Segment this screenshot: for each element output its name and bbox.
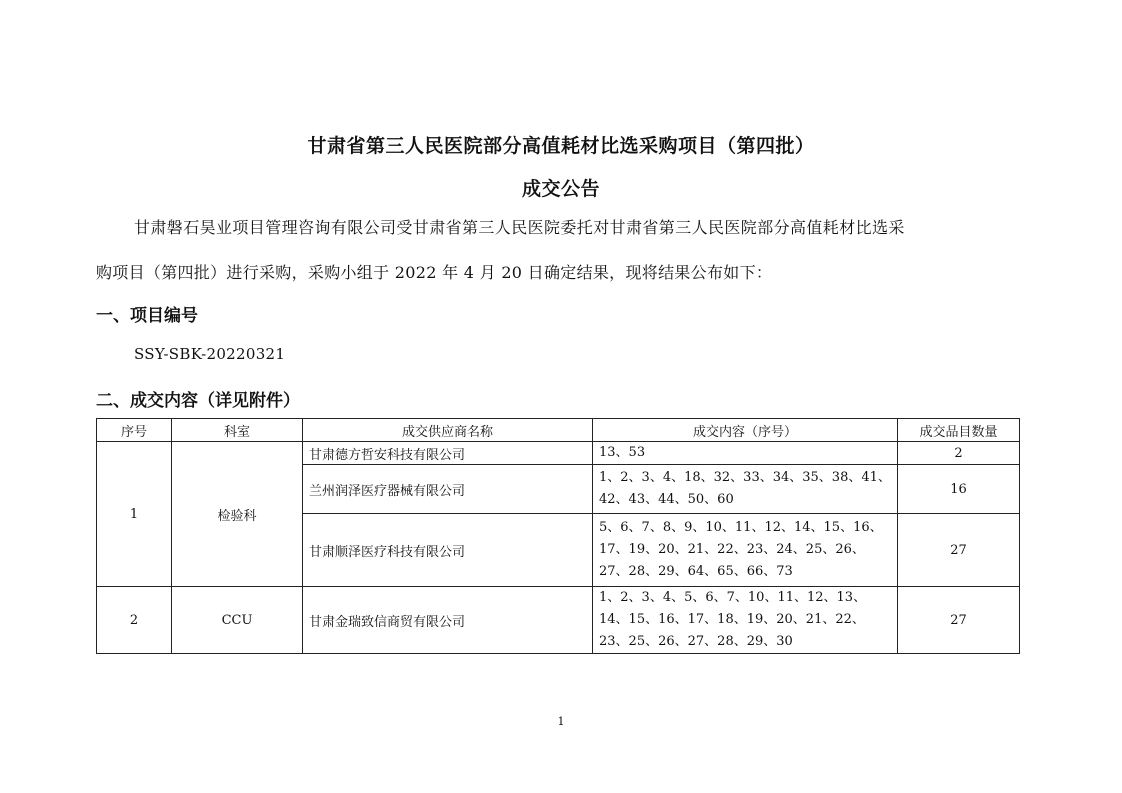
results-table [96, 418, 1020, 654]
header-content: 成交内容（序号） [593, 419, 898, 442]
table-row [97, 442, 1020, 465]
row-count: 16 [898, 465, 1020, 514]
row-supplier: 兰州润泽医疗器械有限公司 [303, 465, 593, 514]
row-count: 27 [898, 514, 1020, 587]
header-department: 科室 [172, 419, 303, 442]
row-supplier: 甘肃德方哲安科技有限公司 [303, 442, 593, 465]
row-department: 检验科 [172, 442, 303, 587]
table-row [97, 587, 1020, 654]
row-index: 2 [97, 587, 172, 654]
intro-paragraph-line-2: 购项目（第四批）进行采购，采购小组于 2022 年 4 月 20 日确定结果，现将结果公布如下： [96, 263, 773, 282]
row-index: 1 [97, 442, 172, 587]
row-supplier: 甘肃金瑞致信商贸有限公司 [303, 587, 593, 654]
row-count: 27 [898, 587, 1020, 654]
row-content: 13、53 [593, 442, 898, 465]
intro-paragraph-line-1: 甘肃磐石昊业项目管理咨询有限公司受甘肃省第三人民医院委托对甘肃省第三人民医院部分高值耗材比选采 [134, 218, 905, 237]
section-heading-results: 二、成交内容（详见附件） [96, 391, 300, 411]
project-code: SSY-SBK-20220321 [134, 345, 286, 363]
row-supplier: 甘肃顺泽医疗科技有限公司 [303, 514, 593, 587]
row-content: 5、6、7、8、9、10、11、12、14、15、16、17、19、20、21、22、23、24、25、26、27、28、29、64、65、66、73 [593, 514, 898, 587]
header-supplier: 成交供应商名称 [303, 419, 593, 442]
row-department: CCU [172, 587, 303, 654]
row-content: 1、2、3、4、18、32、33、34、35、38、41、42、43、44、50、60 [593, 465, 898, 514]
row-content: 1、2、3、4、5、6、7、10、11、12、13、14、15、16、17、18、19、20、21、22、23、25、26、27、28、29、30 [593, 587, 898, 654]
section-heading-project-code: 一、项目编号 [96, 306, 198, 326]
document-title: 甘肃省第三人民医院部分高值耗材比选采购项目（第四批） [307, 135, 815, 157]
document-subtitle: 成交公告 [521, 178, 600, 200]
row-count: 2 [898, 442, 1020, 465]
page-number: 1 [557, 715, 565, 728]
header-index: 序号 [97, 419, 172, 442]
header-count: 成交品目数量 [898, 419, 1020, 442]
table-header-row [97, 419, 1020, 442]
